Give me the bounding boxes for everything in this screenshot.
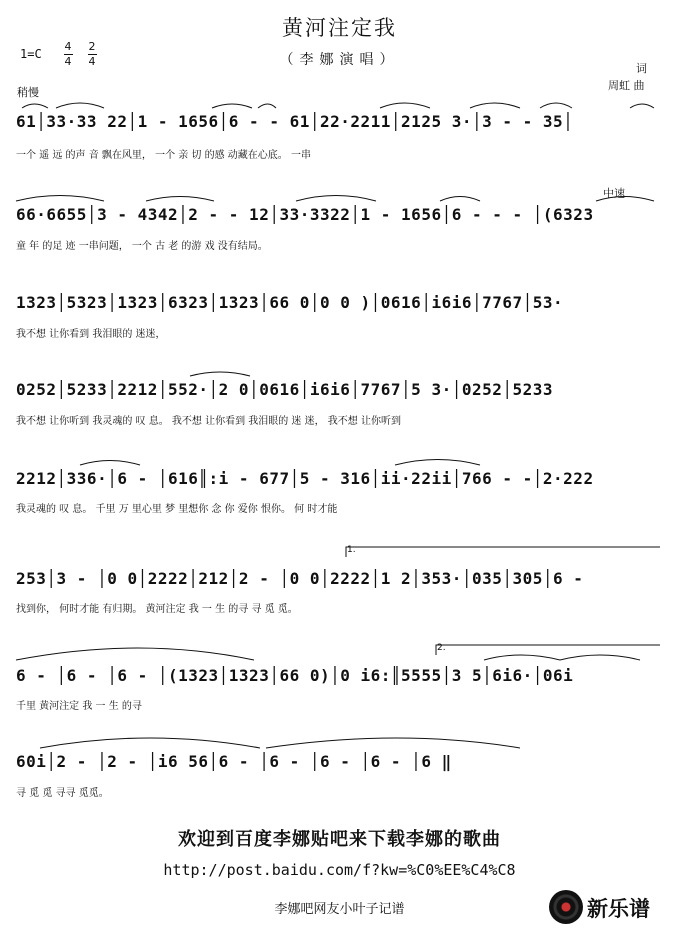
slur [40,738,260,748]
slur [560,655,640,660]
site-logo[interactable] [549,889,671,927]
slur [258,104,276,108]
meter-denominator: 4 [88,55,96,68]
volta-first-label: 1. [347,545,356,555]
score-row-7-lyrics: 千里 黄河注定 我 一 生 的寻 [16,701,142,712]
slur [296,196,376,202]
song-subtitle: （李娜演唱） [279,52,400,68]
footer-banner: 欢迎到百度李娜贴吧来下载李娜的歌曲 [178,829,501,850]
score-row-1-lyrics: 一个 遥 远 的声 音 飘在风里， 一个 亲 切 的感 动藏在心底。 一串 [16,150,311,161]
footer-url[interactable]: http://post.baidu.com/f?kw=%C0%EE%C4%C8 [163,861,516,879]
volta-bracket [346,547,660,557]
slur [484,655,560,660]
slur [470,103,520,108]
meter-numerator: 4 [64,40,72,53]
song-title: 黄河注定我 [282,16,397,40]
composer-name: 周虹 [608,79,630,92]
score-row-3-lyrics: 我不想 让你看到 我泪眼的 迷迷， [16,329,166,340]
volta-second-label: 2. [437,643,446,653]
score-row-7-notes: 6 - │6 - │6 - │(1323│1323│66 0)│0 i6:║5555│3 5│6i6·│06i [16,666,574,685]
footer-credit: 李娜吧网友小叶子记谱 [274,902,405,917]
score-row-8-notes: 60i│2 - │2 - │i6 56│6 - │6 - │6 - │6 - │6 ‖ [16,752,452,771]
volta-bracket [436,645,660,655]
score-row-2-lyrics: 童 年 的足 迹 一串问题， 一个 古 老 的游 戏 没有结局。 [16,241,268,252]
slur [395,460,480,466]
slur [146,197,214,202]
logo-text: 新乐谱 [587,897,650,921]
slur [380,103,430,108]
meter-denominator: 4 [64,55,72,68]
score-row-5-lyrics: 我灵魂的 叹 息。 千里 万 里心里 梦 里想你 念 你 爱你 恨你。 何 时才能 [16,504,338,515]
lyrics-credit-label: 词 [636,62,647,75]
score-row-8-lyrics: 寻 觅 觅 寻寻 觅觅。 [16,788,109,799]
score-row-6-notes: 253│3 - │0 0│2222│212│2 - │0 0│2222│1 2│353·│035│305│6 - [16,569,584,588]
vinyl-disc-icon [549,890,583,924]
slur [56,103,104,108]
slur [540,103,572,108]
meter-numerator: 2 [88,40,96,53]
slur [596,197,654,202]
slur [212,104,252,108]
score-row-6-lyrics: 找到你， 何时才能 有归期。 黄河注定 我 一 生 的寻 寻 觅 觅。 [16,604,298,615]
score-row-1-notes: 61│33·33 22│1 - 1656│6 - - 61│22·2211│2125 3·│3 - - 35│ [16,112,574,131]
slur [266,738,520,748]
slur [440,197,480,202]
composer-label: 曲 [633,79,645,92]
score-row-5-notes: 2212│336·│6 - │616║:i - 677│5 - 316│ii·22ii│766 - -│2·222 [16,469,594,488]
slur [630,104,654,108]
tempo-change: 中速 [603,187,625,200]
score-row-4-lyrics: 我不想 让你听到 我灵魂的 叹 息。 我不想 让你看到 我泪眼的 迷 迷， 我不想 让你听到 [16,416,401,427]
slur [80,461,140,466]
score-row-4-notes: 0252│5233│2212│552·│2 0│0616│i6i6│7767│5 3·│0252│5233 [16,380,554,399]
slur [16,648,254,660]
score-row-3-notes: 1323│5323│1323│6323│1323│66 0│0 0 )│0616│i6i6│7767│53· [16,293,564,312]
slur [190,372,250,376]
slur [16,196,104,202]
slur [22,104,48,108]
score-row-2-notes: 66·6655│3 - 4342│2 - - 12│33·3322│1 - 1656│6 - - - │(6323 [16,205,594,224]
tempo-start: 稍慢 [17,86,39,99]
key-signature: 1=C [20,47,42,61]
